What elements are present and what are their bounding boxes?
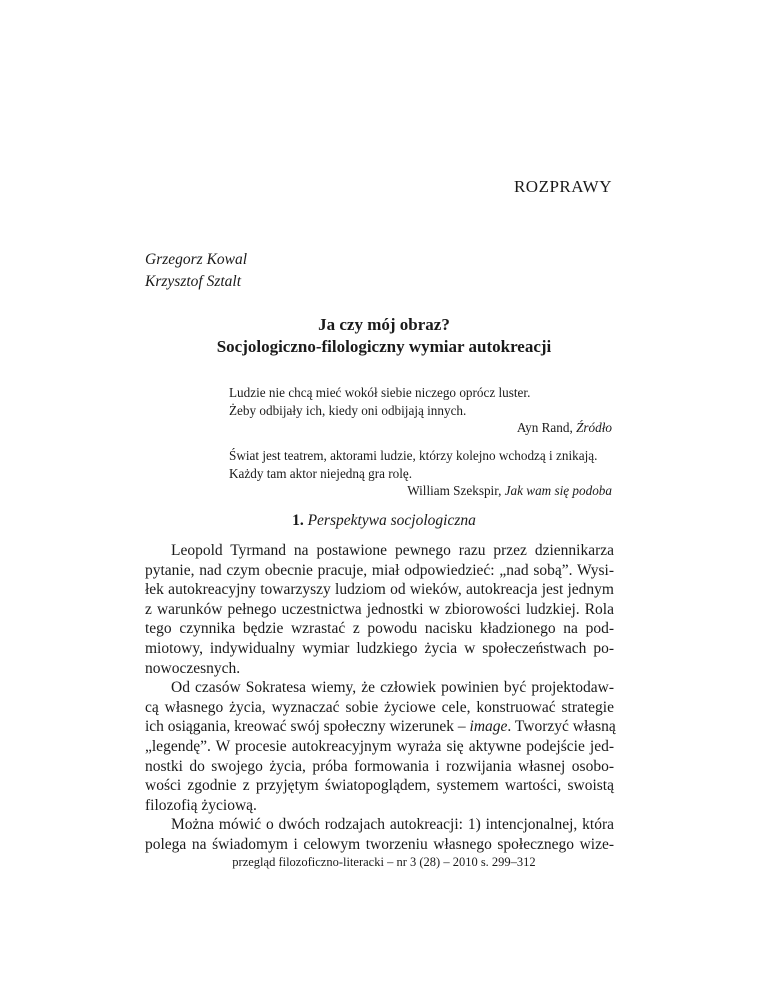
- epigraph-attribution: [229, 419, 612, 437]
- epigraph-work: Źródło: [576, 420, 612, 435]
- body-line: Od czasów Sokratesa wiemy, że człowiek powinien być projektodaw-: [171, 679, 614, 697]
- body-text: [145, 541, 614, 855]
- section-number: 1.: [292, 512, 304, 529]
- body-line: nowoczesnych.: [145, 659, 241, 677]
- body-line: ich osiągania, kreować swój społeczny wizerunek – image. Tworzyć własną: [145, 718, 616, 736]
- title-line: Ja czy mój obraz?: [318, 315, 450, 334]
- body-line: „legendę”. W procesie autokreacyjnym wyraża się aktywne podejście jed-: [145, 737, 614, 755]
- article-title: [100, 314, 668, 358]
- author-name: Grzegorz Kowal: [145, 251, 248, 268]
- epigraph-attribution: [229, 482, 612, 500]
- author-name: Krzysztof Sztalt: [145, 273, 242, 290]
- epigraph-work: Jak wam się podoba: [504, 483, 612, 498]
- epigraph: [229, 384, 612, 437]
- section-title: Perspektywa socjologiczna: [307, 512, 476, 529]
- epigraph-line: Świat jest teatrem, aktorami ludzie, którzy kolejno wchodzą i znikają.: [229, 448, 598, 463]
- subtitle-line: Socjologiczno-filologiczny wymiar autokreacji: [216, 337, 552, 356]
- body-line: cą własnego życia, wyznaczać sobie życiowe cele, konstruować strategie: [145, 698, 614, 716]
- epigraph: [229, 447, 612, 500]
- body-line: nostki do swojego życia, próba formowania i rozwijania własnej osobo-: [145, 757, 614, 775]
- body-line: tego czynnika będzie wzrastać z powodu nacisku kładzionego na pod-: [145, 620, 614, 638]
- body-line: łek autokreacyjny towarzyszy ludziom od wieków, autokreacja jest jednym: [145, 581, 614, 599]
- body-line: Można mówić o dwóch rodzajach autokreacji: 1) intencjonalnej, która: [171, 816, 614, 834]
- body-line: wości zgodnie z przyjętym światopoglądem, systemem wartości, swoistą: [145, 777, 614, 795]
- journal-footer: przegląd filozoficzno-literacki – nr 3 (28) – 2010 s. 299–312: [232, 855, 536, 869]
- body-line: filozofią życiową.: [145, 796, 257, 814]
- epigraph-author: Ayn Rand,: [516, 420, 577, 435]
- section-heading: [100, 512, 668, 530]
- authors: [145, 249, 247, 293]
- body-line: pytanie, nad czym obecnie pracuje, miał odpowiedzieć: „nad sobą”. Wysi-: [145, 561, 614, 579]
- epigraph-line: Każdy tam aktor niejedną gra rolę.: [229, 465, 413, 481]
- epigraph-line: Ludzie nie chcą mieć wokół siebie niczego oprócz luster.: [229, 385, 531, 400]
- epigraph-line: Żeby odbijały ich, kiedy oni odbijają innych.: [229, 402, 467, 418]
- section-label: ROZPRAWY: [513, 177, 612, 196]
- body-line: polega na świadomym i celowym tworzeniu własnego społecznego wize-: [145, 835, 614, 853]
- body-line: z warunków pełnego uczestnictwa jednostki w zbiorowości ludzkiej. Rola: [145, 600, 614, 618]
- epigraph-author: William Szekspir,: [407, 483, 505, 498]
- body-line: Leopold Tyrmand na postawione pewnego razu przez dziennikarza: [171, 542, 614, 559]
- body-line: miotowy, indywidualny wymiar ludzkiego życia w społeczeństwach po-: [145, 639, 614, 657]
